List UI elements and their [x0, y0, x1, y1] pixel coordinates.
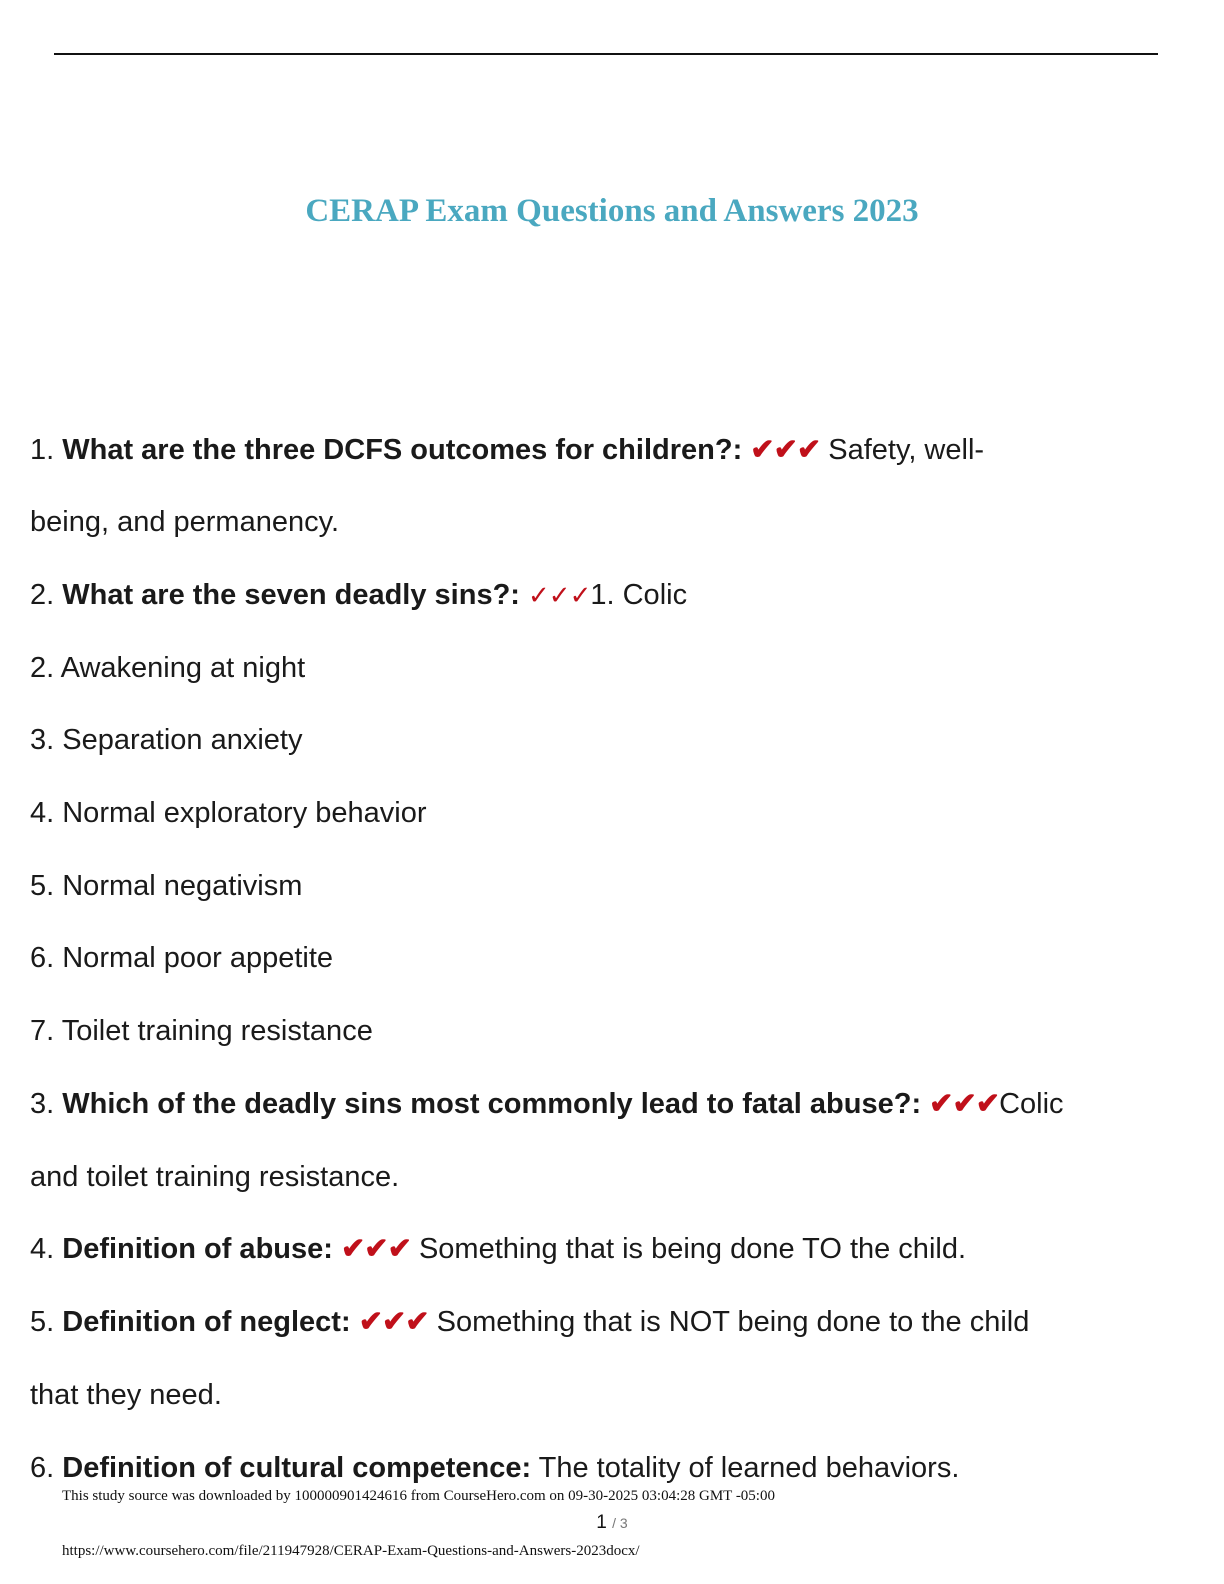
answer-continuation: and toilet training resistance.	[30, 1161, 400, 1193]
question-text: Definition of neglect:	[62, 1306, 351, 1338]
header-rule	[54, 53, 1158, 55]
answer-text: Colic	[999, 1088, 1064, 1120]
list-item: 4. Normal exploratory behavior	[30, 797, 427, 829]
question-text: Definition of abuse:	[62, 1233, 333, 1265]
answer-text: Something that is being done TO the child.	[410, 1233, 967, 1265]
document-title: CERAP Exam Questions and Answers 2023	[305, 193, 919, 229]
page-indicator	[0, 1512, 1224, 1534]
page-total: / 3	[612, 1515, 628, 1531]
qa-item-6	[30, 1450, 959, 1486]
item-number: 5.	[30, 1306, 55, 1338]
item-number: 4.	[30, 1233, 55, 1265]
answer-text: 1. Colic	[590, 579, 688, 611]
question-text: Definition of cultural competence:	[62, 1452, 532, 1484]
item-number: 2.	[30, 579, 55, 611]
source-url-link[interactable]: https://www.coursehero.com/file/211947928/CERAP-Exam-Questions-and-Answers-2023docx/	[62, 1543, 640, 1559]
check-mark-icon: ✔✔✔	[929, 1088, 1000, 1120]
list-item: 6. Normal poor appetite	[30, 942, 334, 974]
qa-item-4	[30, 1231, 966, 1267]
question-text: Which of the deadly sins most commonly lead to fatal abuse?:	[62, 1088, 922, 1120]
list-item: 3. Separation anxiety	[30, 724, 303, 756]
list-item: 5. Normal negativism	[30, 870, 303, 902]
list-item: 2. Awakening at night	[30, 652, 306, 684]
answer-text: Safety, well-	[820, 434, 985, 466]
qa-item-5	[30, 1304, 1029, 1340]
list-item: 7. Toilet training resistance	[30, 1015, 373, 1047]
check-mark-icon: ✓✓✓	[528, 580, 591, 610]
qa-item-3	[30, 1086, 1064, 1122]
qa-item-2	[30, 577, 687, 613]
question-text: What are the three DCFS outcomes for children?:	[62, 434, 743, 466]
qa-item-1	[30, 432, 984, 468]
answer-continuation: that they need.	[30, 1379, 222, 1411]
check-mark-icon: ✔✔✔	[340, 1233, 411, 1265]
answer-continuation: being, and permanency.	[30, 506, 340, 538]
question-text: What are the seven deadly sins?:	[62, 579, 520, 611]
answer-text: The totality of learned behaviors.	[531, 1452, 960, 1484]
page-number: 1	[596, 1512, 607, 1533]
download-source-notice: This study source was downloaded by 100000901424616 from CourseHero.com on 09-30-2025 03:04:28 GMT -05:00	[62, 1488, 775, 1504]
check-mark-icon: ✔✔✔	[750, 434, 821, 466]
item-number: 3.	[30, 1088, 55, 1120]
item-number: 1.	[30, 434, 55, 466]
answer-text: Something that is NOT being done to the child	[428, 1306, 1030, 1338]
check-mark-icon: ✔✔✔	[358, 1306, 429, 1338]
item-number: 6.	[30, 1452, 55, 1484]
